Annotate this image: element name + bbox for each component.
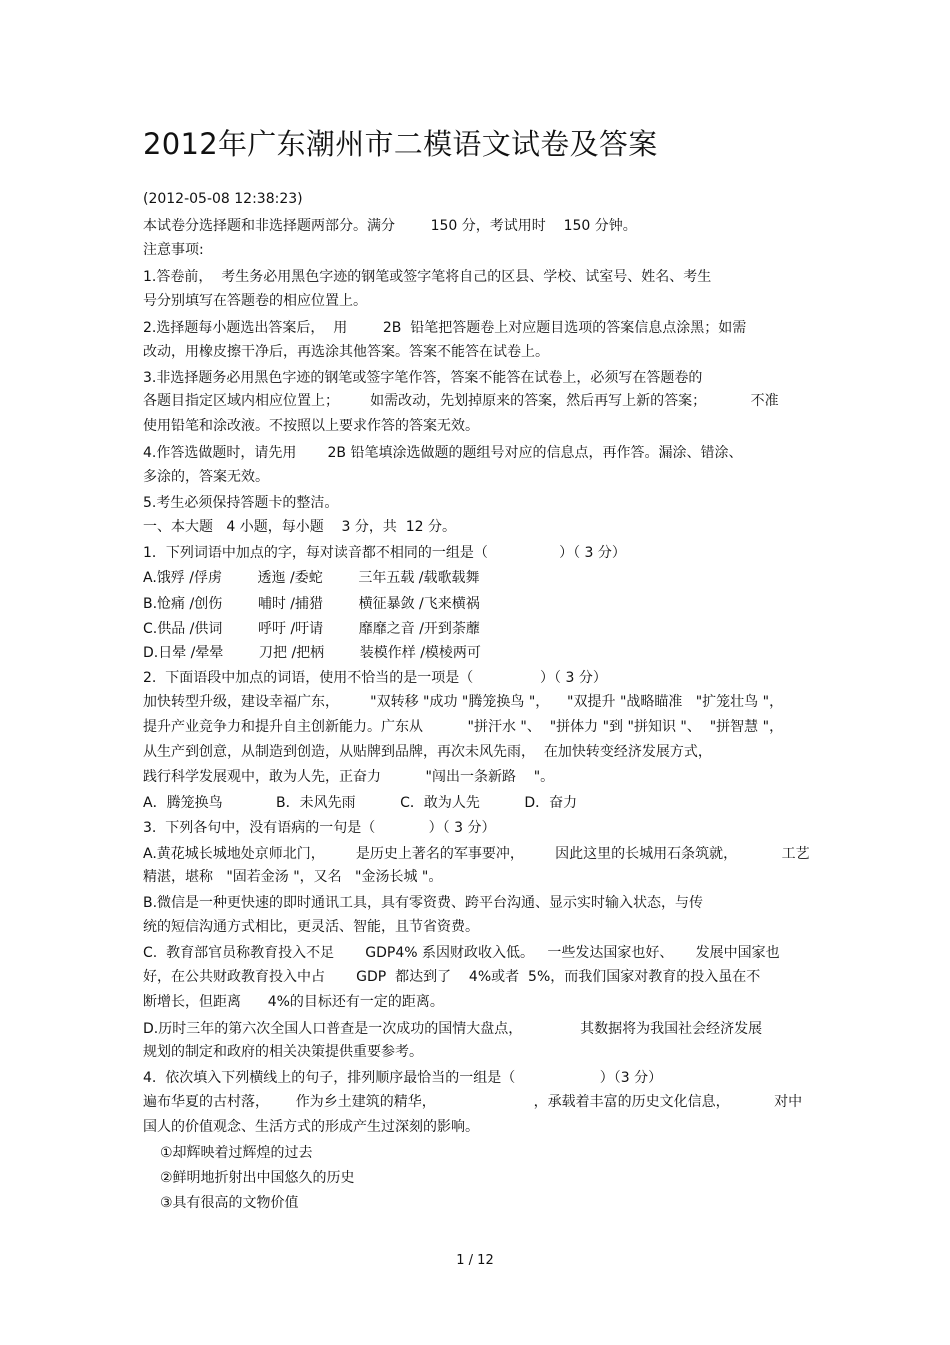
text-line: 1.答卷前， 考生务必用黑色字迹的钢笔或签字笔将自己的区县、学校、试室号、姓名、考生: [143, 269, 712, 285]
sentence-1: ①却辉映着过辉煌的过去: [160, 1145, 313, 1161]
section-heading: 一、本大题 4 小题，每小题 3 分，共 12 分。: [143, 519, 457, 535]
page-title: 2012年广东潮州市二模语文试卷及答案: [143, 127, 658, 161]
text-line: 多涂的，答案无效。: [143, 469, 269, 485]
text-line: 2.选择题每小题选出答案后， 用 2B 铅笔把答题卷上对应题目选项的答案信息点涂黑；如需: [143, 320, 747, 336]
text-line: 精湛，堪称 "固若金汤 "，又名 "金汤长城 "。: [143, 869, 443, 885]
option-d: D.日晕 /晕晕 刀把 /把柄 装模作样 /模棱两可: [143, 645, 481, 661]
sentence-3: ③具有很高的文物价值: [160, 1195, 299, 1211]
option-b: B.微信是一种更快速的即时通讯工具，具有零资费、跨平台沟通、显示实时输入状态，与传: [143, 895, 704, 911]
text-line: 提升产业竞争力和提升自主创新能力。广东从 "拼汗水 "、 "拼体力 "到 "拼知识 "、 "拼智慧 "，: [143, 719, 784, 735]
option-a: A.黄花城长城地处京师北门， 是历史上著名的军事要冲， 因此这里的长城用石条筑就， 工艺: [143, 846, 810, 862]
question-3: 3. 下列各句中，没有语病的一句是（ ）（ 3 分）: [143, 820, 496, 836]
question-1: 1．下列词语中加点的字，每对读音都不相同的一组是（ ）（ 3 分）: [143, 545, 626, 561]
text-line: 使用铅笔和涂改液。不按照以上要求作答的答案无效。: [143, 418, 479, 434]
text-line: 4.作答选做题时，请先用 2B 铅笔填涂选做题的题组号对应的信息点，再作答。漏涂、错涂、: [143, 445, 743, 461]
text-line: 规划的制定和政府的相关决策提供重要参考。: [143, 1044, 423, 1060]
text-line: 5.考生必须保持答题卡的整洁。: [143, 495, 339, 511]
answer-options: A．腾笼换鸟 B．未风先雨 C．敢为人先 D．奋力: [143, 795, 578, 811]
text-line: 统的短信沟通方式相比，更灵活、智能，且节省资费。: [143, 919, 479, 935]
text-line: 国人的价值观念、生活方式的形成产生过深刻的影响。: [143, 1119, 479, 1135]
text-line: 好，在公共财政教育投入中占 GDP 都达到了 4%或者 5%，而我们国家对教育的投入虽在不: [143, 969, 761, 985]
option-d: D.历时三年的第六次全国人口普查是一次成功的国情大盘点， 其数据将为我国社会经济发展: [143, 1021, 763, 1037]
page-indicator: 1 / 12: [456, 1253, 494, 1268]
text-line: 改动，用橡皮擦干净后，再选涂其他答案。答案不能答在试卷上。: [143, 344, 549, 360]
option-a: A.饿殍 /俘虏 透迤 /委蛇 三年五载 /载歌载舞: [143, 570, 480, 586]
publish-date: (2012-05-08 12:38:23): [143, 191, 303, 207]
text-line: 号分别填写在答题卷的相应位置上。: [143, 293, 367, 309]
text-line: 加快转型升级，建设幸福广东， "双转移 "成功 "腾笼换鸟 "， "双提升 "战略瞄准 "扩笼壮鸟 "，: [143, 694, 784, 710]
option-b: B.怆痛 /创伤 哺时 /捕猎 横征暴敛 /飞来横祸: [143, 596, 480, 612]
option-c: C. 教育部官员称教育投入不足 GDP4% 系因财政收入低。 一些发达国家也好、 发展中国家也: [143, 945, 780, 961]
text-line: 本试卷分选择题和非选择题两部分。满分 150 分，考试用时 150 分钟。: [143, 218, 637, 234]
option-c: C.供品 /供词 呼吁 /吁请 靡靡之音 /开到荼蘼: [143, 621, 480, 637]
text-line: 从生产到创意，从制造到创造，从贴牌到品牌，再次未风先雨， 在加快转变经济发展方式，: [143, 744, 712, 760]
text-line: 各题目指定区域内相应位置上； 如需改动，先划掉原来的答案，然后再写上新的答案； 不准: [143, 393, 779, 409]
text-line: 注意事项:: [143, 242, 204, 258]
question-4: 4. 依次填入下列横线上的句子，排列顺序最恰当的一组是（ ）（3 分）: [143, 1070, 663, 1086]
sentence-2: ②鲜明地折射出中国悠久的历史: [160, 1170, 355, 1186]
question-2: 2. 下面语段中加点的词语，使用不恰当的是一项是（ ）（ 3 分）: [143, 670, 607, 686]
text-line: 3.非选择题务必用黑色字迹的钢笔或签字笔作答，答案不能答在试卷上，必须写在答题卷的: [143, 370, 703, 386]
text-line: 践行科学发展观中，敢为人先，正奋力 "闯出一条新路 "。: [143, 769, 555, 785]
text-line: 断增长，但距离 4%的目标还有一定的距离。: [143, 994, 444, 1010]
text-line: 遍布华夏的古村落， 作为乡土建筑的精华， ，承载着丰富的历史文化信息， 对中: [143, 1094, 803, 1110]
